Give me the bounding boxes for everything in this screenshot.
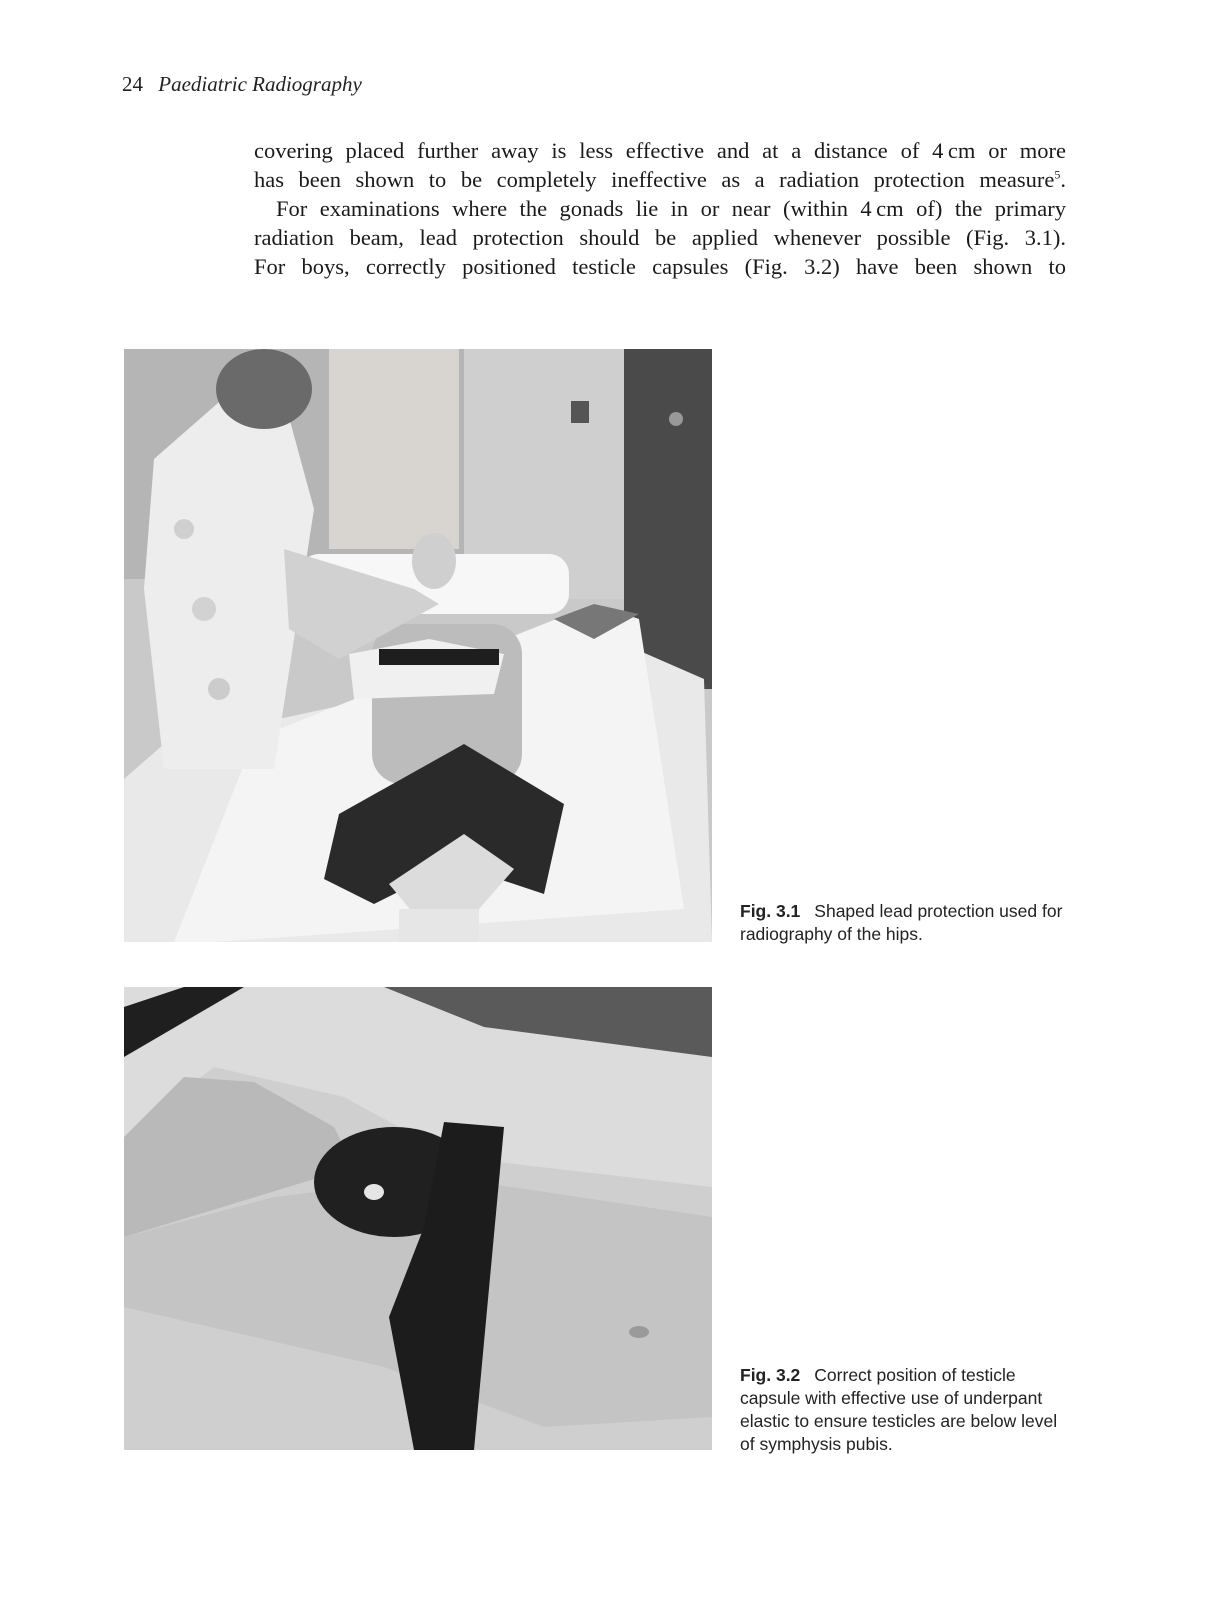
body-line-3: For examinations where the gonads lie in or near (within 4 cm of) the primary: [276, 196, 1066, 221]
body-line-2: [254, 165, 1066, 194]
figure-3-2-caption-text: Correct position of testicle capsule with effective use of underpant elastic to ensure testicles are below level of symphysis pubis.: [740, 1365, 1058, 1454]
body-line-5: For boys, correctly positioned testicle capsules (Fig. 3.2) have been shown to: [254, 254, 1066, 279]
body-paragraph: [254, 136, 1066, 281]
figure-3-2-label: Fig. 3.2: [740, 1365, 801, 1385]
figure-3-2-caption: [740, 1364, 1070, 1456]
body-line-2-end: .: [1060, 167, 1066, 192]
body-line-1: covering placed further away is less effective and at a distance of 4 cm or more: [254, 138, 1066, 163]
figure-3-1-caption-text: Shaped lead protection used for radiography of the hips.: [740, 901, 1063, 944]
body-line-4: radiation beam, lead protection should be applied whenever possible (Fig. 3.1).: [254, 225, 1066, 250]
figure-3-1-caption: [740, 900, 1070, 946]
running-title: Paediatric Radiography: [158, 72, 362, 96]
body-line-2-text: has been shown to be completely ineffective as a radiation protection measure: [254, 167, 1055, 192]
figure-3-1-photo: [124, 349, 712, 942]
running-head: [122, 72, 362, 97]
footnote-ref: 5: [1054, 167, 1061, 182]
figure-3-2-photo: [124, 987, 712, 1450]
page-number: 24: [122, 72, 143, 96]
figure-3-1-label: Fig. 3.1: [740, 901, 801, 921]
